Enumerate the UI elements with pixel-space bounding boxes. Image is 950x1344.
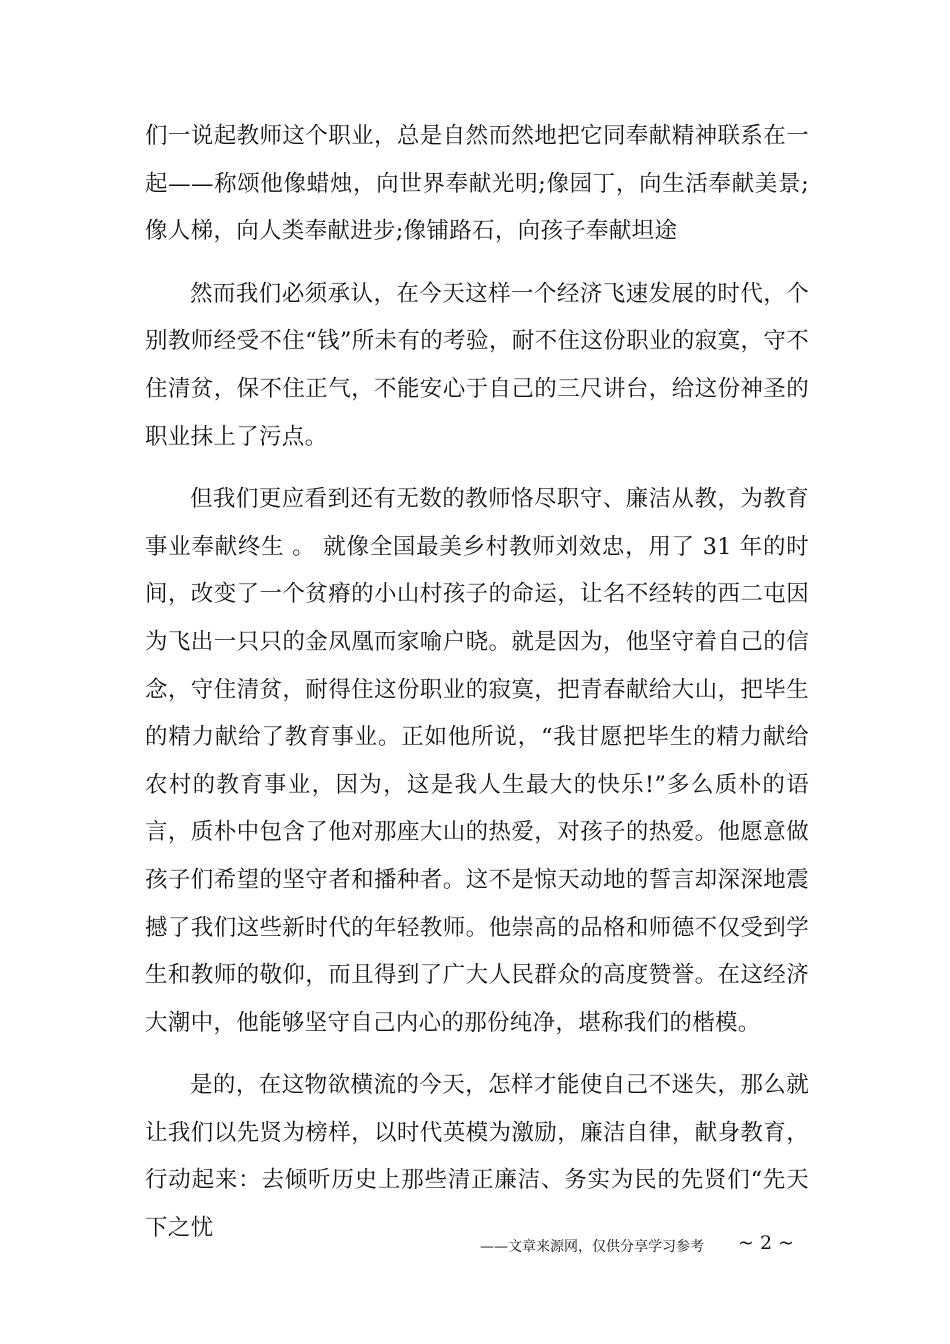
page-footer: [480, 1224, 820, 1264]
footer-source-note: ——文章来源网，仅供分享学习参考: [480, 1239, 704, 1255]
paragraph-2: 然而我们必须承认，在今天这样一个经济飞速发展的时代，个别教师经受不住“钱”所未有的考验，耐不住这份职业的寂寞，守不住清贫，保不住正气，不能安心于自己的三尺讲台，给这份神圣的职业抹上了污点。: [145, 280, 809, 450]
paragraph-3: 但我们更应看到还有无数的教师恪尽职守、廉洁从教，为教育事业奉献终生 。 就像全国最美乡村教师刘效忠，用了 31 年的时间，改变了一个贫瘠的小山村孩子的命运，让名不经转的西二屯因为飞出一只只的金凤凰而家喻户晓。就是因为，他坚守着自己的信念，守住清贫，耐得住这份职业的寂寞，把青春献给大山，把毕生的精力献给了教育事业。正如他所说，“我甘愿把毕生的精力献给农村的教育事业，因为，这是我人生最大的快乐!”多么质朴的语言，质朴中包含了他对那座大山的热爱，对孩子的热爱。他愿意做孩子们希望的坚守者和播种者。这不是惊天动地的誓言却深深地震撼了我们这些新时代的年轻教师。他崇高的品格和师德不仅受到学生和教师的敬仰，而且得到了广大人民群众的高度赞誉。在这经济大潮中，他能够坚守自己内心的那份纯净，堪称我们的楷模。: [145, 486, 809, 1036]
body-text: [145, 113, 809, 1253]
paragraph-continuation: 们一说起教师这个职业，总是自然而然地把它同奉献精神联系在一起——称颂他像蜡烛，向世界奉献光明;像园丁，向生活奉献美景;像人梯，向人类奉献进步;像铺路石，向孩子奉献坦途: [145, 123, 809, 245]
page-number: ~ 2 ~: [738, 1232, 795, 1254]
paragraph-4: 是的，在这物欲横流的今天，怎样才能使自己不迷失，那么就让我们以先贤为榜样，以时代英模为激励，廉洁自律，献身教育，行动起来：去倾听历史上那些清正廉洁、务实为民的先贤们“先天下之忧: [145, 1072, 809, 1242]
